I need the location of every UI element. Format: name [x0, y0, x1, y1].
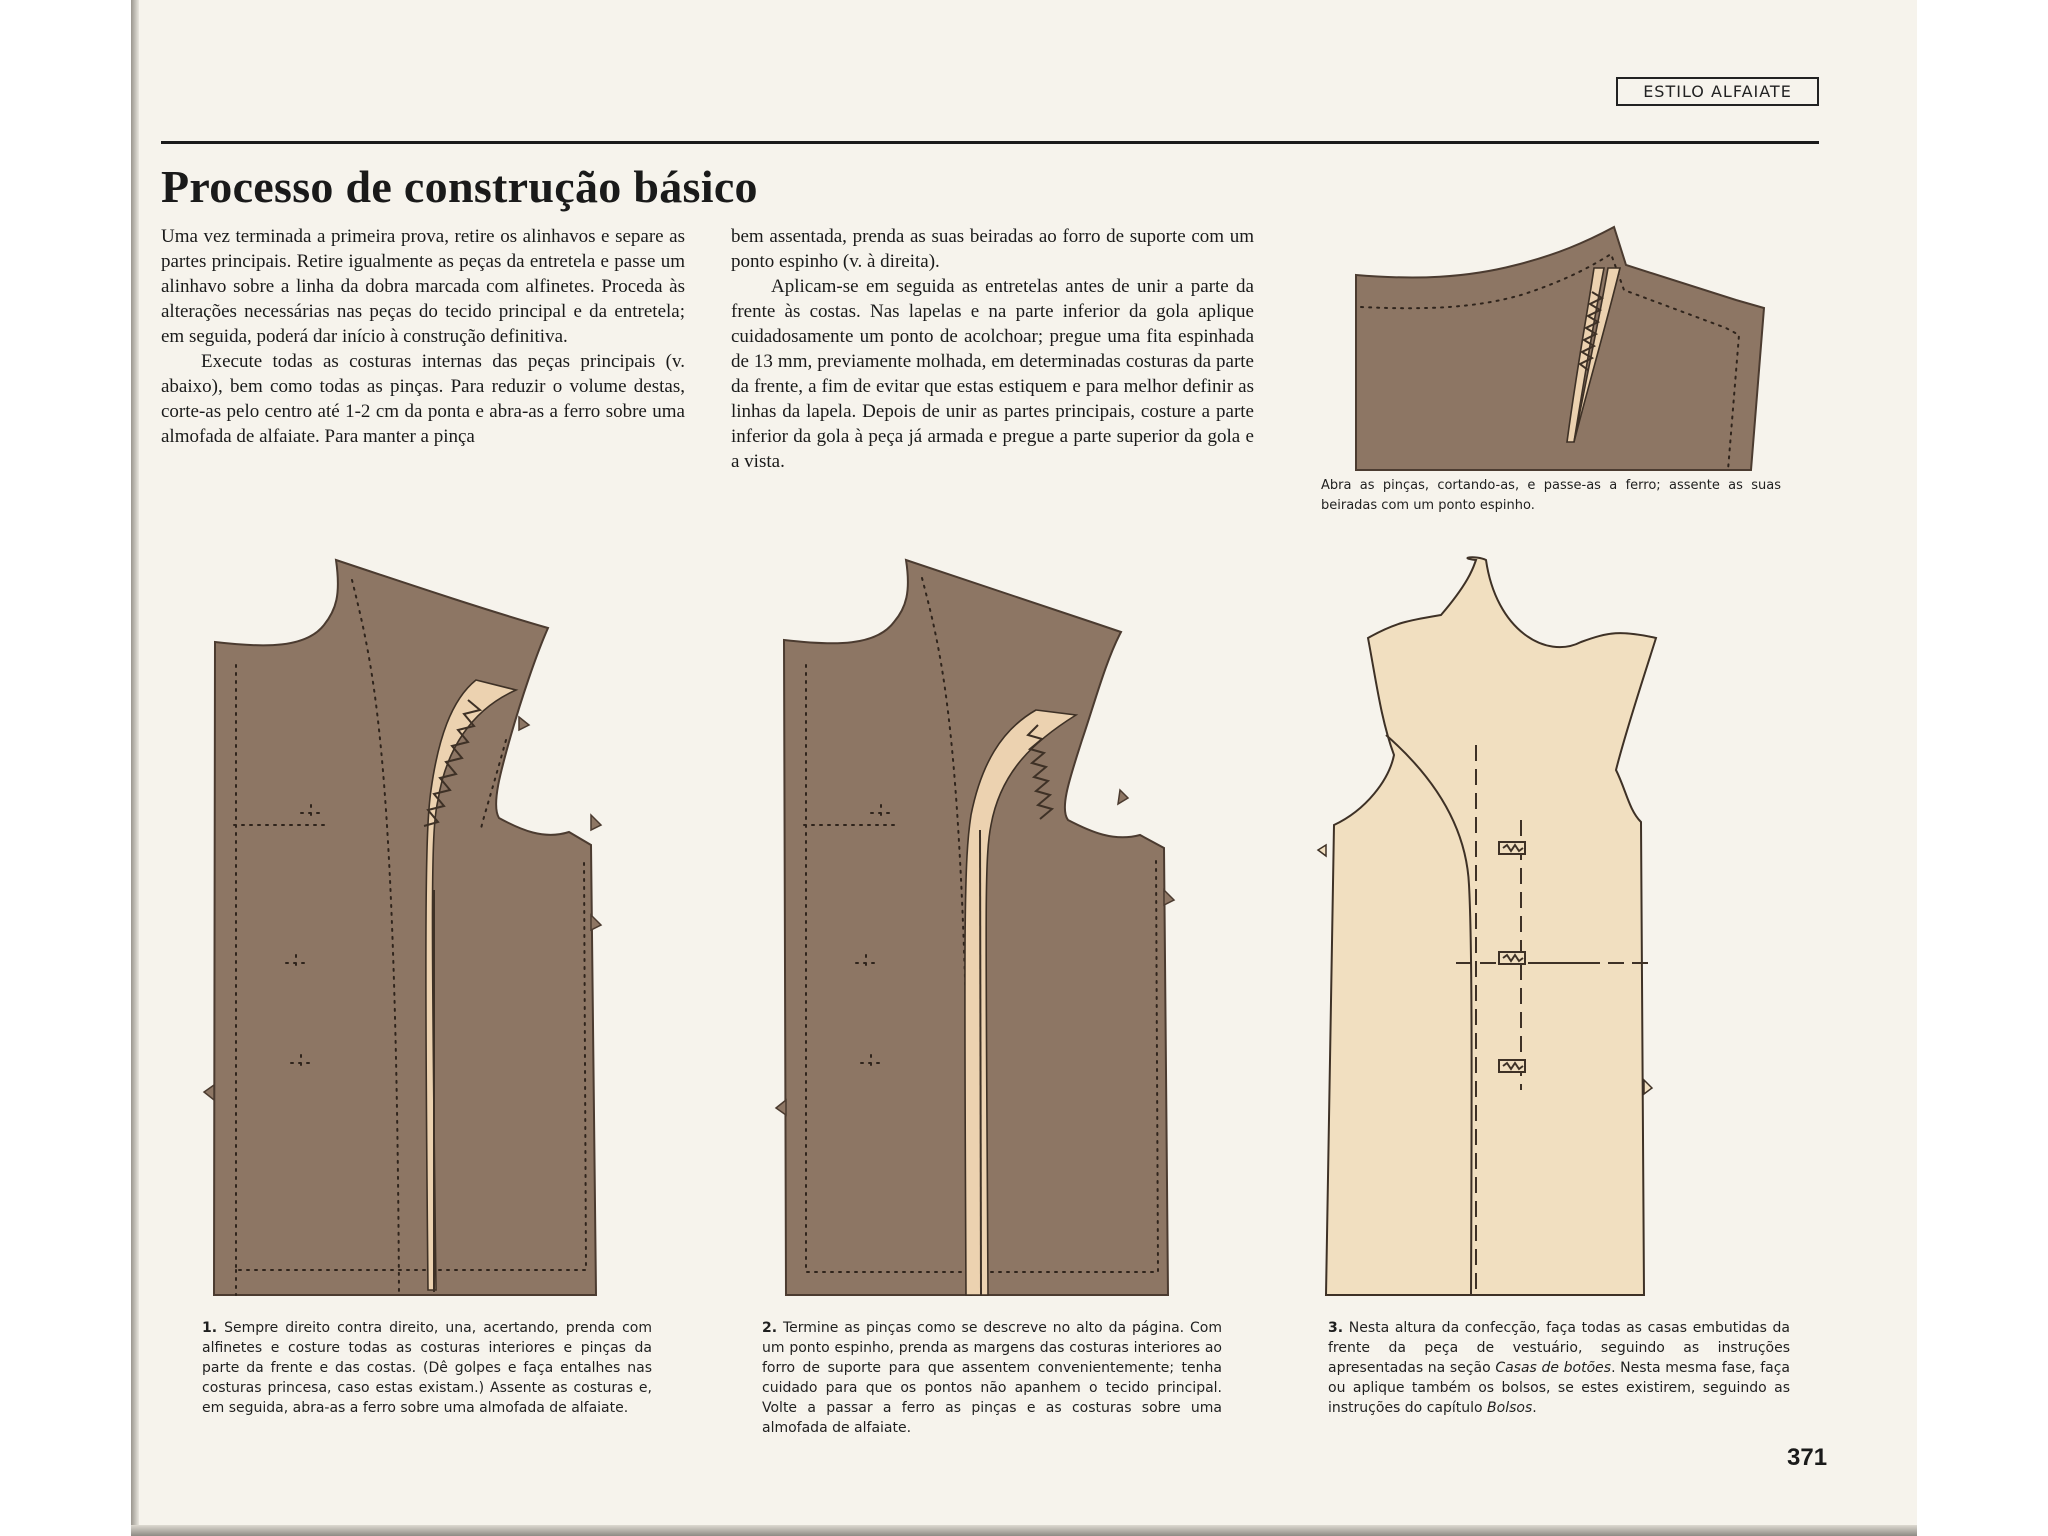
figure-3-front-panel	[1326, 560, 1746, 1295]
page-bottom-edge	[131, 1525, 1917, 1536]
caption-figure-3	[1328, 1318, 1790, 1418]
body-column-1	[161, 224, 685, 449]
figure-number: 3.	[1328, 1320, 1344, 1336]
book-page-scan	[131, 0, 1917, 1536]
caption-italic: Bolsos	[1487, 1400, 1533, 1416]
seam-notch	[519, 717, 529, 730]
figure-number: 1.	[202, 1320, 218, 1336]
figure-1-front-panel	[206, 560, 626, 1295]
seam-notch	[204, 1085, 214, 1100]
body-paragraph: Uma vez terminada a primeira prova, retire os alinhavos e separe as partes principais. Retire igualmente as peças da entretela e passe um alinhavo sobre a linha da dobra marcada com alfinetes. Proceda às alterações necessárias nas peças do tecido principal e da entretela; em seguida, poderá dar início à construção definitiva.	[161, 226, 685, 347]
seam-line	[980, 830, 981, 1295]
seam-notch	[1318, 845, 1326, 856]
figure-number: 2.	[762, 1320, 778, 1336]
caption-text: Termine as pinças como se descreve no alto da página. Com um ponto espinho, prenda as margens das costuras interiores ao forro de suporte para que assentem convenientemente; tenha cuidado para que os pontos não apanhem o tecido principal. Volte a passar a ferro as pinças e as costuras sobre uma almofada de alfaiate.	[762, 1320, 1223, 1436]
caption-top-right: Abra as pinças, cortando-as, e passe-as a ferro; assente as suas beiradas com um ponto espinho.	[1321, 478, 1781, 513]
dart-illustration	[1356, 220, 1781, 470]
body-paragraph: Aplicam-se em seguida as entretelas antes de unir a parte da frente às costas. Nas lapelas e na parte inferior da gola aplique cuidadosamente um ponto de acolchoar; pregue uma fita espinhada de 13 mm, previamente molhada, em determinadas costuras da parte da frente, a fim de evitar que estas estiquem e para melhor definir as linhas da lapela. Depois de unir as partes principais, costure a parte inferior da gola à peça já armada e pregue a parte superior da gola e a vista.	[731, 276, 1254, 472]
body-paragraph: Execute todas as costuras internas das peças principais (v. abaixo), bem como todas as pinças. Para reduzir o volume destas, corte-as pelo centro até 1-2 cm da ponta e abra-as a ferro sobre uma almofada de alfaiate. Para manter a pinça	[161, 351, 685, 447]
body-column-2	[731, 224, 1254, 474]
caption-text: Nesta altura da confecção, faça todas as casas embutidas da frente da peça de vestuário, seguindo as instruções apresentadas na seção	[1328, 1320, 1790, 1376]
seam-notch	[591, 915, 601, 930]
header-rule	[161, 141, 1819, 144]
section-tag: ESTILO ALFAIATE	[1616, 77, 1819, 106]
page-gutter-shadow	[131, 0, 139, 1536]
fabric-panel	[214, 560, 596, 1295]
fabric-panel	[1356, 227, 1764, 470]
caption-text: Sempre direito contra direito, una, acertando, prenda com alfinetes e costure todas as costuras interiores e pinças da parte da frente e das costas. (Dê golpes e faça entalhes nas costuras princesa, caso estas existam.) Assente as costuras e, em seguida, abra-as a ferro sobre uma almofada de alfaiate.	[202, 1320, 652, 1416]
caption-figure-1	[202, 1318, 652, 1418]
page-number: 371	[1787, 1444, 1828, 1471]
caption-text: . Nesta mesma fase, faça ou aplique também os bolsos, se estes existirem, seguindo as instruções do capítulo	[1328, 1360, 1790, 1416]
seam-notch	[591, 815, 601, 830]
seam-notch	[1644, 1080, 1652, 1094]
caption-italic: Casas de botões	[1495, 1360, 1612, 1376]
figure-2-front-panel	[776, 560, 1196, 1295]
caption-text: .	[1532, 1400, 1537, 1416]
fabric-panel	[1326, 557, 1656, 1295]
seam-notch	[1118, 790, 1128, 804]
page-title: Processo de construção básico	[161, 161, 758, 212]
seam-notch	[776, 1100, 786, 1115]
caption-figure-2	[762, 1318, 1222, 1438]
body-paragraph: bem assentada, prenda as suas beiradas ao forro de suporte com um ponto espinho (v. à direita).	[731, 226, 1254, 272]
seam-notch	[1164, 890, 1174, 905]
